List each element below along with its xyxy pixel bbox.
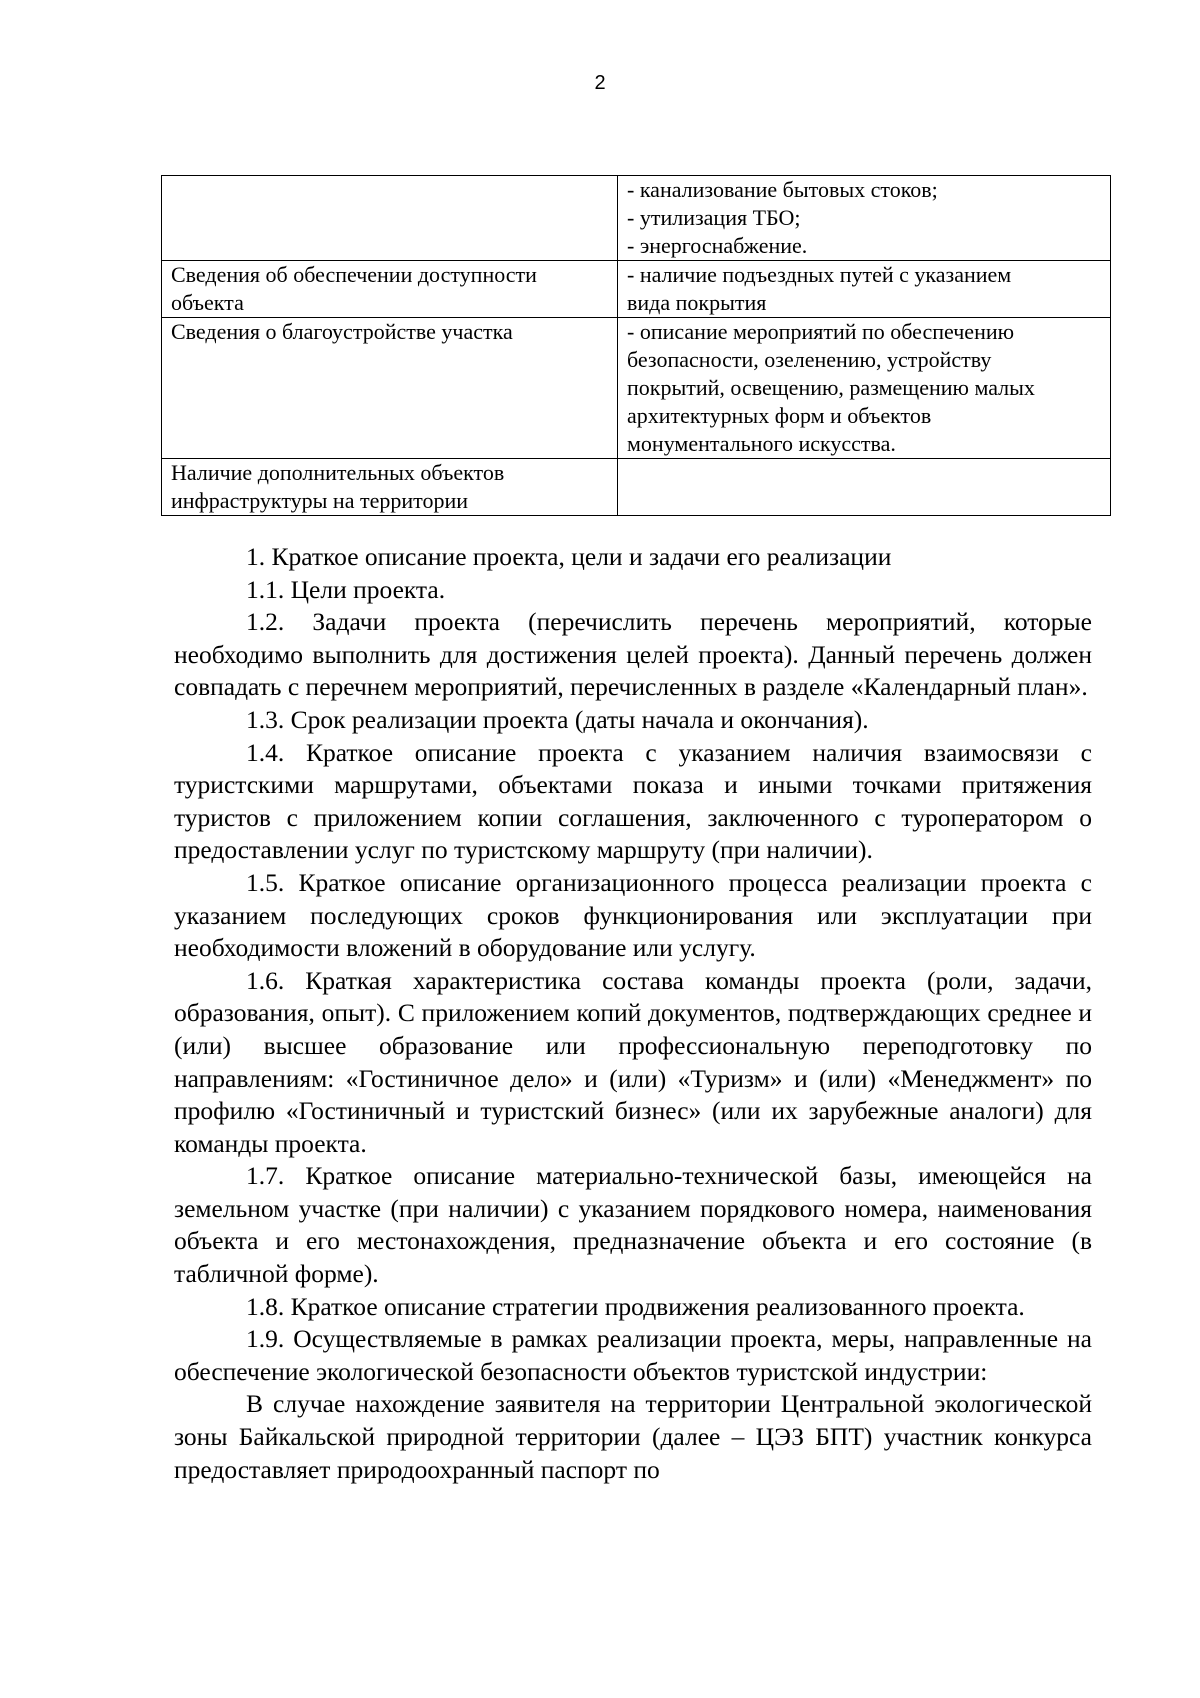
body-text: [174, 541, 1092, 1486]
paragraph: 1.1. Цели проекта.: [246, 574, 446, 604]
table-cell-line: - утилизация ТБО;: [627, 205, 801, 230]
table-cell-line: - описание мероприятий по обеспечению: [627, 319, 1015, 344]
table-cell-line: вида покрытия: [627, 290, 767, 315]
table-cell-right: [618, 176, 1111, 261]
table-cell-line: - канализование бытовых стоков;: [627, 177, 938, 202]
table-cell-left: [162, 261, 618, 318]
paragraph: 1.4. Краткое описание проекта с указанием наличия взаимосвязи с туристскими маршрутами, объектами показа и иными точками притяжения туристов с приложением копии соглашения, заключенного с туроператором о предоставлении услуг по туристскому маршруту (при наличии).: [174, 737, 1092, 865]
table-row: [162, 318, 1111, 459]
table-row: [162, 261, 1111, 318]
table-cell-line: объекта: [171, 290, 244, 315]
table-cell-line: Наличие дополнительных объектов: [171, 460, 505, 485]
table-cell-left: [162, 318, 618, 459]
table-cell-line: Сведения об обеспечении доступности: [171, 262, 537, 287]
table-cell-line: покрытий, освещению, размещению малых: [627, 375, 1035, 400]
table-cell-left: [162, 176, 618, 261]
table-cell-right: [618, 261, 1111, 318]
paragraph: 1.7. Краткое описание материально-технической базы, имеющейся на земельном участке (при наличии) с указанием порядкового номера, наименования объекта и его местонахождения, предназначение объекта и его состояние (в табличной форме).: [174, 1161, 1092, 1289]
table-cell-line: архитектурных форм и объектов: [627, 403, 932, 428]
paragraph: 1.9. Осуществляемые в рамках реализации проекта, меры, направленные на обеспечение экологической безопасности объектов туристской индустрии:: [174, 1324, 1092, 1386]
paragraph: 1.8. Краткое описание стратегии продвижения реализованного проекта.: [246, 1291, 1025, 1321]
table-cell-line: Сведения о благоустройстве участка: [171, 319, 513, 344]
table-cell-line: инфраструктуры на территории: [171, 488, 468, 513]
table-cell-line: - наличие подъездных путей с указанием: [627, 262, 1012, 287]
paragraph: 1.2. Задачи проекта (перечислить перечень мероприятий, которые необходимо выполнить для достижения целей проекта). Данный перечень должен совпадать с перечнем мероприятий, перечисленных в разделе «Календарный план».: [174, 607, 1092, 702]
table-cell-right: [618, 318, 1111, 459]
table-row: [162, 176, 1111, 261]
table-cell-line: безопасности, озеленению, устройству: [627, 347, 992, 372]
paragraph: 1.5. Краткое описание организационного процесса реализации проекта с указанием последующих сроков функционирования или эксплуатации при необходимости вложений в оборудование или услугу.: [174, 867, 1092, 963]
paragraph: В случае нахождение заявителя на территории Центральной экологической зоны Байкальской природной территории (далее – ЦЭЗ БПТ) участник конкурса предоставляет природоохранный паспорт по: [174, 1389, 1092, 1484]
table-cell-line: монументального искусства.: [627, 431, 896, 456]
table-cell-right: [618, 459, 1111, 516]
paragraph: 1.6. Краткая характеристика состава команды проекта (роли, задачи, образования, опыт). С приложением копий документов, подтверждающих среднее и (или) высшее образование или профессиональную переподготовку по направлениям: «Гостиничное дело» и (или) «Туризм» и (или) «Менеджмент» по профилю «Гостиничный и туристский бизнес» (или их зарубежные аналоги) для команды проекта.: [174, 965, 1092, 1158]
page-number: 2: [594, 72, 606, 94]
section-heading: 1. Краткое описание проекта, цели и задачи его реализации: [246, 542, 892, 571]
table-row: [162, 459, 1111, 516]
paragraph: 1.3. Срок реализации проекта (даты начала и окончания).: [246, 704, 869, 734]
table-cell-line: - энергоснабжение.: [627, 233, 808, 258]
info-table: [161, 175, 1111, 516]
table-cell-left: [162, 459, 618, 516]
